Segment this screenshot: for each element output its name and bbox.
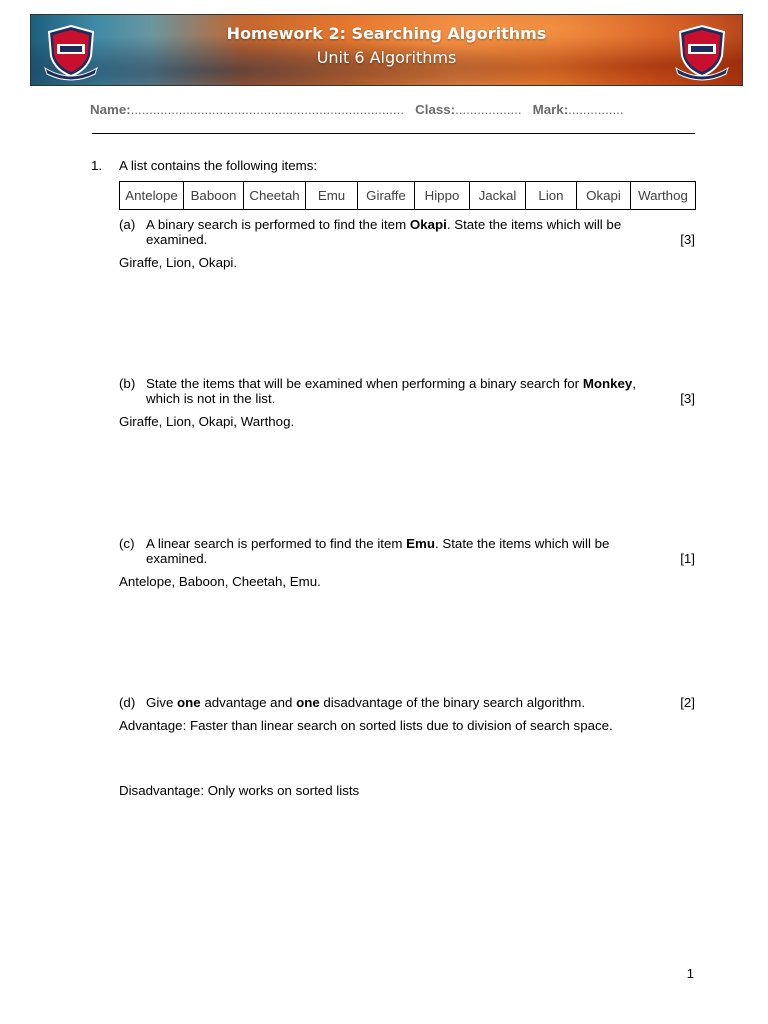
- table-row: [120, 182, 696, 210]
- part-d-answer-disadvantage: Disadvantage: Only works on sorted lists: [119, 783, 360, 798]
- header-banner: [30, 14, 743, 86]
- table-cell: Jackal: [470, 182, 526, 210]
- table-cell: Giraffe: [358, 182, 415, 210]
- table-cell: Lion: [526, 182, 577, 210]
- student-info-line: [90, 102, 700, 117]
- page-number: 1: [686, 966, 694, 981]
- part-c-answer: Antelope, Baboon, Cheetah, Emu.: [119, 574, 321, 589]
- part-c-marks: [1]: [680, 551, 695, 566]
- page-subtitle: Unit 6 Algorithms: [316, 48, 457, 67]
- name-label: Name:: [90, 102, 131, 117]
- page-title: Homework 2: Searching Algorithms: [226, 24, 547, 43]
- class-label: Class:: [415, 102, 456, 117]
- part-d-text: Give one advantage and one disadvantage of the binary search algorithm.: [146, 695, 586, 710]
- part-c-label: (c): [119, 536, 135, 551]
- part-b-answer: Giraffe, Lion, Okapi, Warthog.: [119, 414, 295, 429]
- part-d-marks: [2]: [680, 695, 695, 710]
- table-cell: Emu: [306, 182, 358, 210]
- mark-field[interactable]: ...............: [568, 102, 624, 117]
- table-cell: Warthog: [631, 182, 696, 210]
- part-b-marks: [3]: [680, 391, 695, 406]
- part-a-label: (a): [119, 217, 136, 232]
- table-cell: Okapi: [577, 182, 631, 210]
- part-c-text: A linear search is performed to find the item Emu. State the items which will be examined.: [146, 536, 610, 566]
- table-cell: Cheetah: [244, 182, 306, 210]
- part-a-marks: [3]: [680, 232, 695, 247]
- table-cell: Antelope: [120, 182, 184, 210]
- question-number: 1.: [91, 158, 103, 173]
- part-d-label: (d): [119, 695, 136, 710]
- class-field[interactable]: ..................: [455, 102, 522, 117]
- header-divider: [92, 133, 695, 134]
- items-table: [119, 181, 696, 210]
- part-a-answer: Giraffe, Lion, Okapi.: [119, 255, 238, 270]
- part-a-text: A binary search is performed to find the item Okapi. State the items which will be examined.: [146, 217, 622, 247]
- name-field[interactable]: ..........................................................................: [130, 102, 405, 117]
- mark-label: Mark:: [532, 102, 569, 117]
- part-d-answer-advantage: Advantage: Faster than linear search on sorted lists due to division of search space.: [119, 718, 613, 733]
- part-b-label: (b): [119, 376, 136, 391]
- question-text: A list contains the following items:: [119, 158, 318, 173]
- table-cell: Hippo: [415, 182, 470, 210]
- part-b-text: State the items that will be examined when performing a binary search for Monkey, which is not in the list.: [146, 376, 637, 406]
- table-cell: Baboon: [184, 182, 244, 210]
- school-crest-icon: [670, 22, 734, 82]
